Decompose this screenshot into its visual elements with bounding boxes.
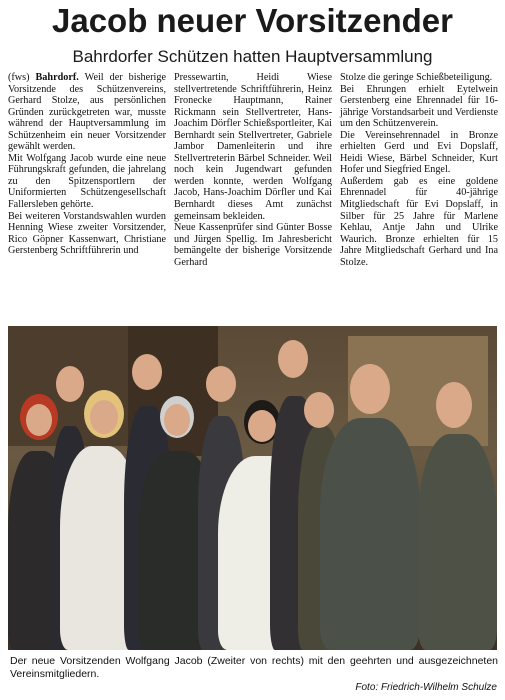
article-paragraph [8, 72, 166, 153]
article-paragraph: Neue Kassenprüfer sind Günter Bosse und Jürgen Spellig. Im Jahresbericht bemängelte der bisherige Vorsitzende Gerhard [174, 222, 332, 268]
article-paragraph: Pressewartin, Heidi Wiese stellvertretende Schriftführerin, Heinz Fronecke Hauptmann, Rainer Rickmann sein Stellvertreter, Hans-Joachim Dörfler Schießsportleiter, Kai Bernhardt sein Stellvertreter, Gabriele Jambor Damenleiterin und ihre Stellvertreterin Bärbel Schneider. Weil noch kein Jugendwart gefunden werden konnte, werden Wolfgang Jacob, Hans-Joachim Dörfler und Kai Bernhardt dieses Amt zunächst gemeinsam bekleiden. [174, 72, 332, 222]
article-paragraph: Mit Wolfgang Jacob wurde eine neue Führungskraft gefunden, die jahrelang zu den Spitzensportlern der Uniformierten Schützengesellschaft Fallersleben gehörte. [8, 152, 166, 211]
article-column-3 [340, 72, 498, 320]
dateline-place: Bahrdorf. [35, 72, 79, 83]
person [320, 418, 420, 650]
person-head [436, 382, 472, 428]
person-head [90, 400, 118, 434]
person-head [56, 366, 84, 402]
article-paragraph: Bei weiteren Vorstandswahlen wurden Henning Wiese zweiter Vorsitzender, Rico Göpner Kassenwart, Christiane Gerstenberg Schriftführerin und [8, 210, 166, 257]
byline: (fws) [8, 72, 30, 83]
person-head [132, 354, 162, 390]
article-column-1 [8, 72, 166, 320]
photo-caption: Der neue Vorsitzenden Wolfgang Jacob (Zweiter von rechts) mit den geehrten und ausgezeichneten Vereinsmitgliedern. [10, 655, 498, 680]
person [418, 434, 497, 650]
subheadline: Bahrdorfer Schützen hatten Hauptversammlung [72, 47, 433, 66]
article-body [8, 72, 498, 320]
person-head [164, 404, 190, 436]
article-paragraph: Außerdem gab es eine goldene Ehrennadel für 40-jährige Mitgliedschaft für Evi Dopslaff, in Silber für 25 Jahre für Marlene Kehlau, Antje Jahn und Ulrike Waurich. Bronze erhielten für 15 Jahre Mitgliedschaft Gerhard und Ina Stolze. [340, 175, 498, 268]
person-head [26, 404, 52, 436]
article-column-2 [174, 72, 332, 320]
article-paragraph: Stolze die geringe Schießbeteiligung. [340, 72, 493, 83]
article-paragraph: Bei Ehrungen erhielt Eytelwein Gerstenberg eine Ehrennadel für 16-jährige Vorstandsarbeit und Verdienste um den Schützenverein. [340, 83, 498, 130]
article-paragraph: Die Vereinsehrennadel in Bronze erhielten Gerd und Evi Dopslaff, Heidi Wiese, Bärbel Schneider, Kurt Hofer und Siegfried Engel. [340, 129, 498, 176]
person-head [206, 366, 236, 402]
paragraph-text: Weil der bisherige Vorsitzende des Schützenvereins, Gerhard Stolze, aus persönlichen Gründen zurückgetreten war, musste während der Hauptversammlung im Schützenheim ein neuer Vorsitzender gewählt werden. [8, 72, 166, 153]
person-head [278, 340, 308, 378]
headline: Jacob neuer Vorsitzender [51, 2, 453, 39]
person-head [350, 364, 390, 414]
photo-credit: Foto: Friedrich-Wilhelm Schulze [355, 682, 497, 693]
person-head [304, 392, 334, 428]
group-photo [8, 326, 497, 650]
person-head [248, 410, 276, 442]
